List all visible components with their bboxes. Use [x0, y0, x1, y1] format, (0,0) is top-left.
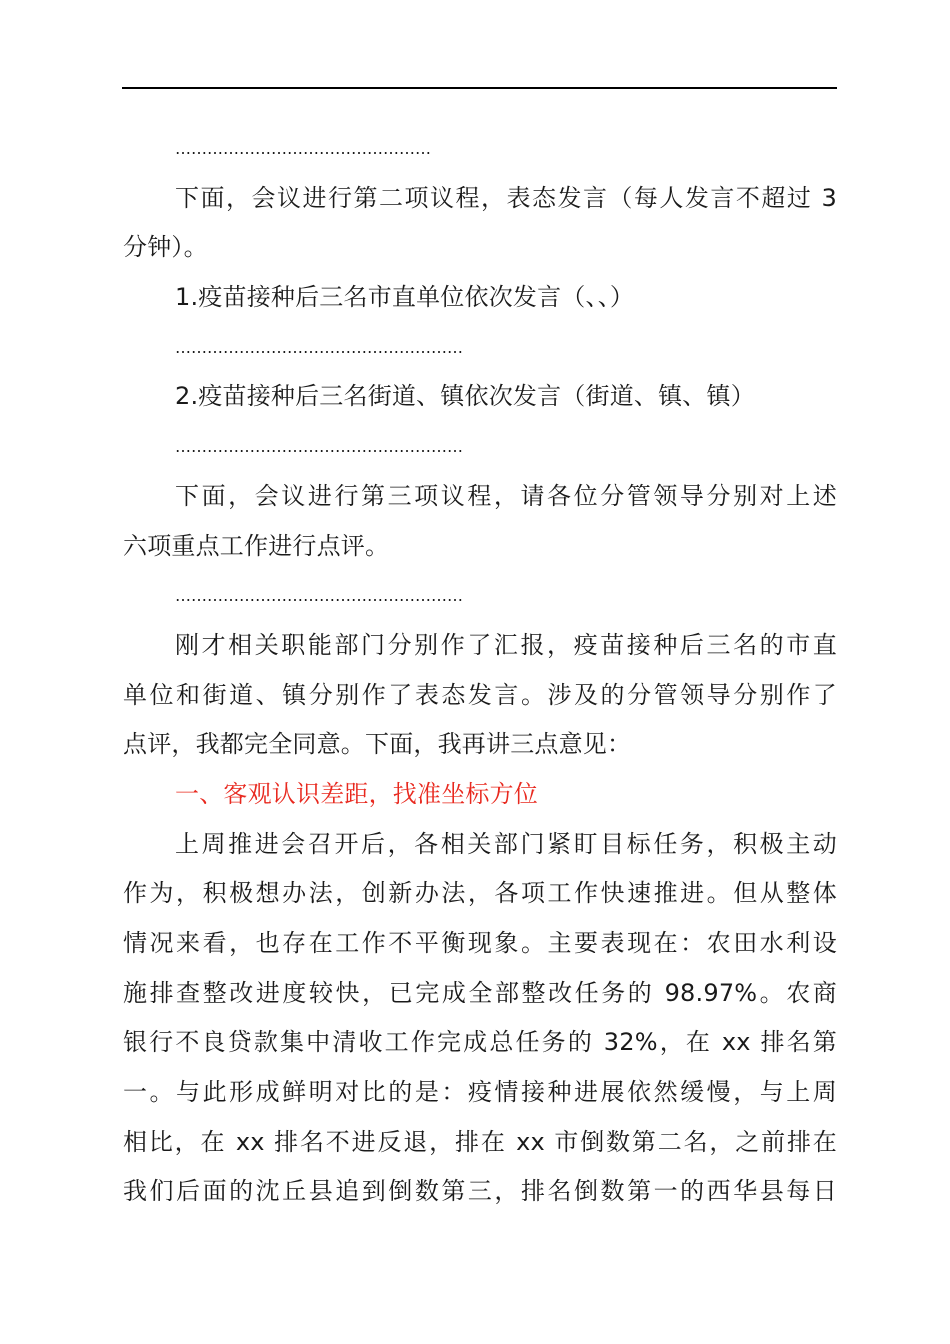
- paragraph-line: 相比，在 xx 排名不进反退，排在 xx 市倒数第二名，之前排在: [123, 1127, 837, 1156]
- list-item: 1.疫苗接种后三名市直单位依次发言（、、）: [175, 283, 635, 312]
- paragraph-line: 银行不良贷款集中清收工作完成总任务的 32%，在 xx 排名第: [123, 1028, 837, 1057]
- ellipsis-line: ………………………………………………: [175, 586, 463, 606]
- paragraph-line: 上周推进会召开后，各相关部门紧盯目标任务，积极主动: [175, 829, 837, 858]
- paragraph-line: 刚才相关职能部门分别作了汇报，疫苗接种后三名的市直: [175, 630, 837, 659]
- header-rule: [122, 87, 837, 89]
- document-body: [123, 124, 837, 1217]
- ellipsis-line: ………………………………………………: [175, 337, 463, 357]
- paragraph-line: 下面，会议进行第二项议程，表态发言（每人发言不超过 3: [175, 183, 837, 212]
- paragraph-line: 作为，积极想办法，创新办法，各项工作快速推进。但从整体: [123, 879, 837, 908]
- paragraph-line: 点评，我都完全同意。下面，我再讲三点意见：: [123, 730, 632, 759]
- paragraph-line: 我们后面的沈丘县追到倒数第三，排名倒数第一的西华县每日: [123, 1177, 837, 1206]
- list-item: 2.疫苗接种后三名街道、镇依次发言（街道、镇、镇）: [175, 382, 755, 411]
- paragraph-line: 单位和街道、镇分别作了表态发言。涉及的分管领导分别作了: [123, 680, 837, 709]
- paragraph-line: 一。与此形成鲜明对比的是：疫情接种进展依然缓慢，与上周: [123, 1078, 837, 1107]
- section-heading: 一、客观认识差距，找准坐标方位: [175, 779, 538, 808]
- paragraph-line: 六项重点工作进行点评。: [123, 531, 390, 560]
- ellipsis-line: ………………………………………………: [175, 437, 463, 457]
- paragraph-line: 分钟）。: [123, 233, 208, 262]
- ellipsis-line: …………………………………………: [175, 139, 431, 158]
- paragraph-line: 施排查整改进度较快，已完成全部整改任务的 98.97%。农商: [123, 978, 837, 1007]
- paragraph-line: 下面，会议进行第三项议程，请各位分管领导分别对上述: [175, 481, 837, 510]
- paragraph-line: 情况来看，也存在工作不平衡现象。主要表现在：农田水利设: [123, 929, 837, 957]
